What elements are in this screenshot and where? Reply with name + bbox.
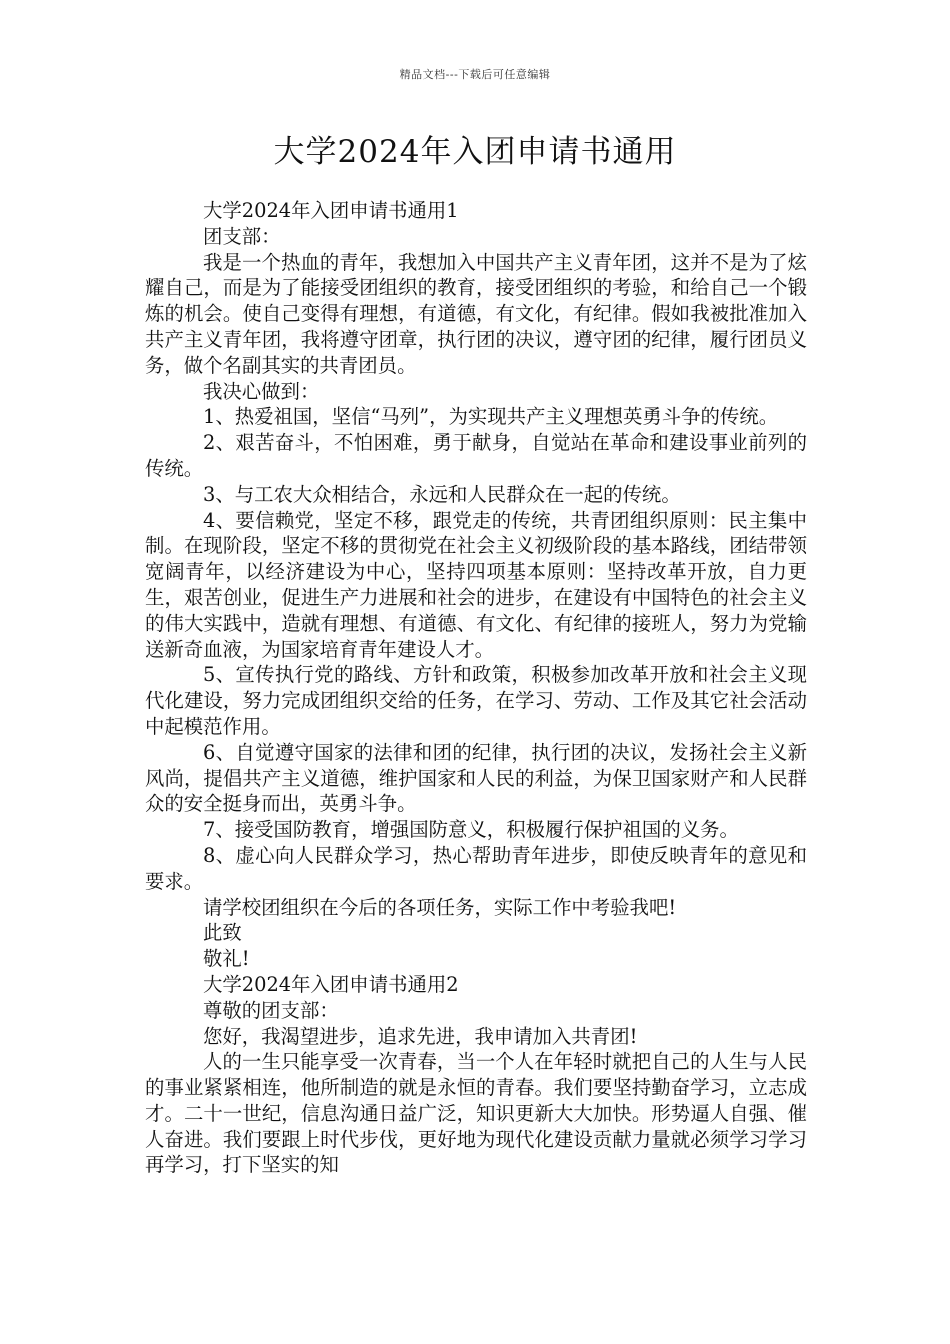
list-item-5: 5、宣传执行党的路线、方针和政策，积极参加改革开放和社会主义现代化建设，努力完成团组织交给的任务，在学习、劳动、工作及其它社会活动中起模范作用。: [145, 663, 807, 738]
list-item-3: 3、与工农大众相结合，永远和人民群众在一起的传统。: [203, 482, 681, 506]
list-item-6: 6、自觉遵守国家的法律和团的纪律，执行团的决议，发扬社会主义新风尚，提倡共产主义道德，维护国家和人民的利益，为保卫国家财产和人民群众的安全挺身而出，英勇斗争。: [145, 740, 807, 816]
section-heading-2: 大学2024年入团申请书通用2: [203, 972, 459, 996]
list-item-4: 4、要信赖党，坚定不移，跟党走的传统，共青团组织原则：民主集中制。在现阶段，坚定不移的贯彻党在社会主义初级阶段的基本路线，团结带领宽阔青年，以经济建设为中心，坚持四项基本原则：坚持改革开放，自力更生，艰苦创业，促进生产力进展和社会的进步，在建设有中国特色的社会主义的伟大实践中，造就有理想、有道德、有文化、有纪律的接班人，努力为党输送新奇血液，为国家培育青年建设人才。: [145, 508, 807, 661]
list-item-7: 7、接受国防教育，增强国防意义，积极履行保护祖国的义务。: [203, 818, 739, 842]
resolution-heading: 我决心做到：: [203, 379, 320, 403]
document-body: [145, 198, 807, 1178]
salutation-1: 团支部：: [203, 224, 281, 248]
header-note: 精品文档---下载后可任意编辑: [399, 68, 551, 81]
closing-cizhi: 此致: [203, 921, 242, 945]
body-paragraph-2: 人的一生只能享受一次青春，当一个人在年轻时就把自己的人生与人民的事业紧紧相连，他所制造的就是永恒的青春。我们要坚持勤奋学习，立志成才。二十一世纪，信息沟通日益广泛，知识更新大大加快。形势逼人自强、催人奋进。我们要跟上时代步伐，更好地为现代化建设贡献力量就必须学习学习再学习，打下坚实的知: [145, 1050, 807, 1177]
list-item-1: 1、热爱祖国，坚信“马列”，为实现共产主义理想英勇斗争的传统。: [203, 405, 779, 429]
list-item-8: 8、虚心向人民群众学习，热心帮助青年进步，即使反映青年的意见和要求。: [145, 843, 807, 893]
list-item-2: 2、艰苦奋斗，不怕困难，勇于献身，自觉站在革命和建设事业前列的传统。: [145, 431, 807, 480]
closing-jingli: 敬礼!: [203, 947, 250, 971]
closing-request: 请学校团组织在今后的各项任务，实际工作中考验我吧!: [203, 895, 677, 919]
body-paragraph: 我是一个热血的青年，我想加入中国共产主义青年团，这并不是为了炫耀自己，而是为了能接受团组织的教育，接受团组织的考验，和给自己一个锻炼的机会。使自己变得有理想，有道德，有文化，有纪律。假如我被批准加入共产主义青年团，我将遵守团章，执行团的决议，遵守团的纪律，履行团员义务，做个名副其实的共青团员。: [145, 250, 807, 377]
greeting: 您好，我渴望进步，追求先进，我申请加入共青团!: [203, 1024, 638, 1048]
section-heading-1: 大学2024年入团申请书通用1: [203, 199, 459, 222]
salutation-2: 尊敬的团支部：: [203, 998, 339, 1022]
document-title: 大学2024年入团申请书通用: [273, 134, 677, 170]
